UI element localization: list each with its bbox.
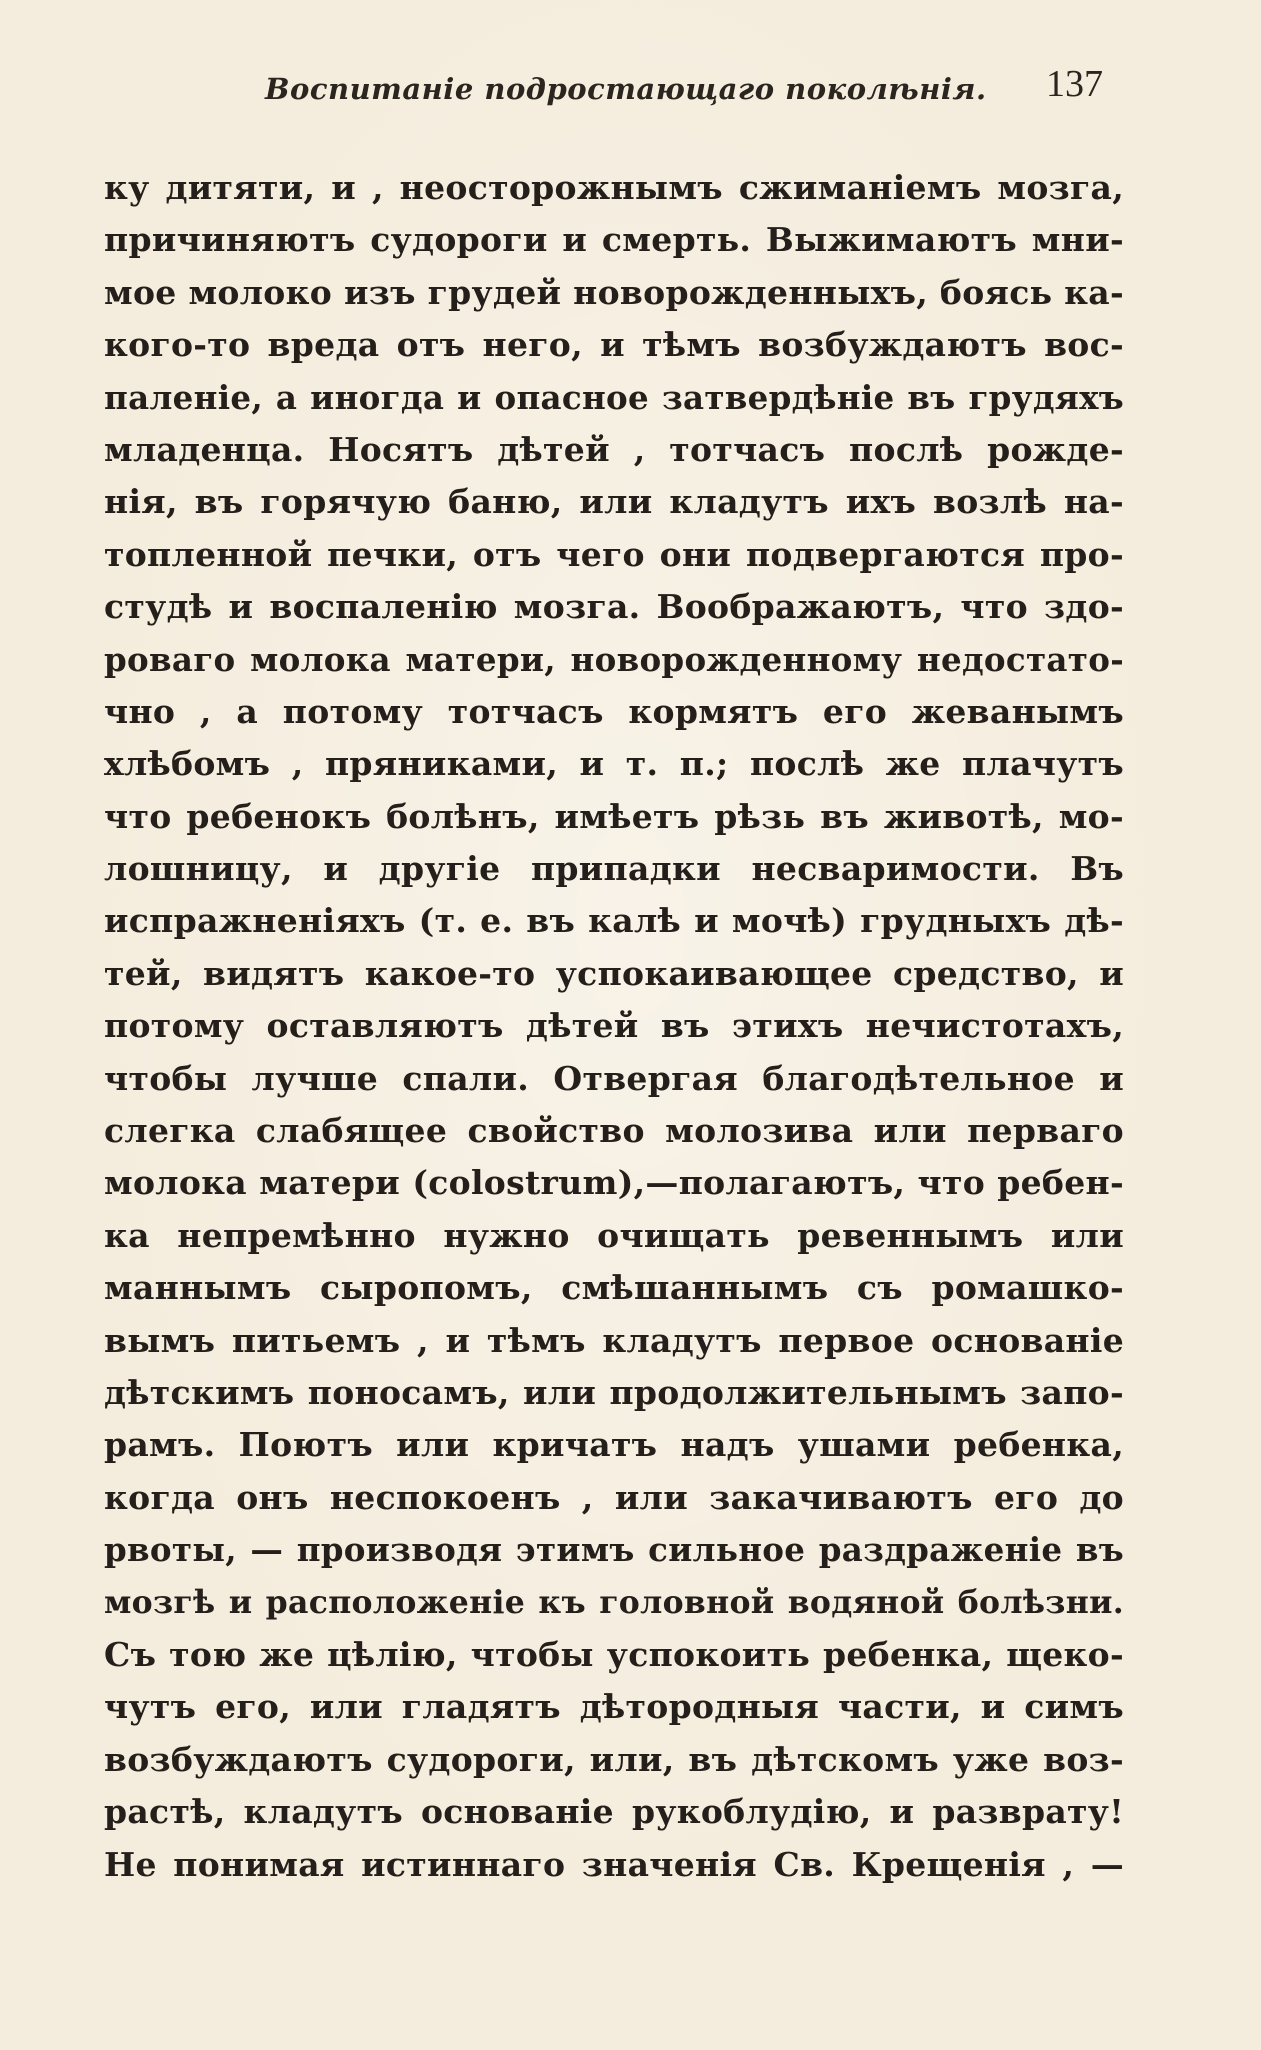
- text-line: испражненiяхъ (т. е. въ калѣ и мочѣ) грудныхъ дѣ-: [104, 901, 1124, 941]
- text-line: топленной печки, отъ чего они подвергаются про-: [104, 534, 1124, 574]
- text-line: молока матери (colostrum),—полагаютъ, что ребен-: [104, 1163, 1124, 1203]
- text-line: потому оставляютъ дѣтей въ этихъ нечистотахъ,: [104, 1006, 1124, 1046]
- text-line: слегка слабящее свойство молозива или перваго: [104, 1111, 1124, 1151]
- text-line: вымъ питьемъ , и тѣмъ кладутъ первое основанiе: [104, 1320, 1124, 1360]
- text-line: что ребенокъ болѣнъ, имѣетъ рѣзь въ животѣ, мо-: [104, 796, 1124, 836]
- text-line: тей, видятъ какое-то успокаивающее средство, и: [104, 953, 1124, 993]
- text-line: мозгѣ и расположенiе къ головной водяной болѣзни.: [104, 1583, 1124, 1621]
- text-line: Съ тою же цѣлiю, чтобы успокоить ребенка, щеко-: [104, 1634, 1124, 1674]
- text-line: ка непремѣнно нужно очищать ревеннымъ или: [104, 1215, 1124, 1255]
- text-line: паленiе, а иногда и опасное затвердѣнiе въ грудяхъ: [104, 377, 1124, 417]
- text-line: студѣ и воспаленiю мозга. Воображаютъ, что здо-: [104, 587, 1124, 627]
- text-line: когда онъ неспокоенъ , или закачиваютъ его до: [104, 1477, 1124, 1517]
- body-text: [104, 162, 1124, 1891]
- text-line: кого-то вреда отъ него, и тѣмъ возбуждаютъ вос-: [104, 325, 1124, 365]
- text-line: нiя, въ горячую баню, или кладутъ ихъ возлѣ на-: [104, 482, 1124, 522]
- text-line: маннымъ сыропомъ, смѣшаннымъ съ ромашко-: [104, 1268, 1124, 1308]
- text-line: Не понимая истиннаго значенiя Св. Крещенiя , —: [104, 1844, 1124, 1884]
- text-line: дѣтскимъ поносамъ, или продолжительнымъ запо-: [104, 1372, 1124, 1412]
- text-line: рамъ. Поютъ или кричатъ надъ ушами ребенка,: [104, 1425, 1124, 1465]
- text-line: роваго молока матери, новорожденному недостато-: [104, 639, 1124, 679]
- text-line: мое молоко изъ грудей новорожденныхъ, боясь ка-: [104, 272, 1124, 312]
- page-number: 137: [1046, 63, 1103, 105]
- text-line: возбуждаютъ судороги, или, въ дѣтскомъ уже воз-: [104, 1739, 1124, 1779]
- text-line: растѣ, кладутъ основанiе рукоблудiю, и разврату!: [104, 1792, 1124, 1832]
- text-line: хлѣбомъ , пряниками, и т. п.; послѣ же плачутъ: [104, 744, 1124, 784]
- text-line: младенца. Носятъ дѣтей , тотчасъ послѣ рожде-: [104, 429, 1124, 469]
- text-line: лошницу, и другiе припадки несваримости. Въ: [104, 849, 1124, 889]
- text-line: причиняютъ судороги и смерть. Выжимаютъ мни-: [104, 220, 1124, 260]
- running-title: Воспитанiе подростающаго поколѣнiя.: [265, 72, 987, 106]
- text-line: чтобы лучше спали. Отвергая благодѣтельное и: [104, 1058, 1124, 1098]
- text-line: ку дитяти, и , неосторожнымъ сжиманiемъ мозга,: [104, 168, 1124, 207]
- text-line: рвоты, — производя этимъ сильное раздраженiе въ: [104, 1530, 1124, 1570]
- text-line: чутъ его, или гладятъ дѣтородныя части, и симъ: [104, 1687, 1124, 1727]
- text-line: чно , а потому тотчасъ кормятъ его жеванымъ: [104, 691, 1124, 731]
